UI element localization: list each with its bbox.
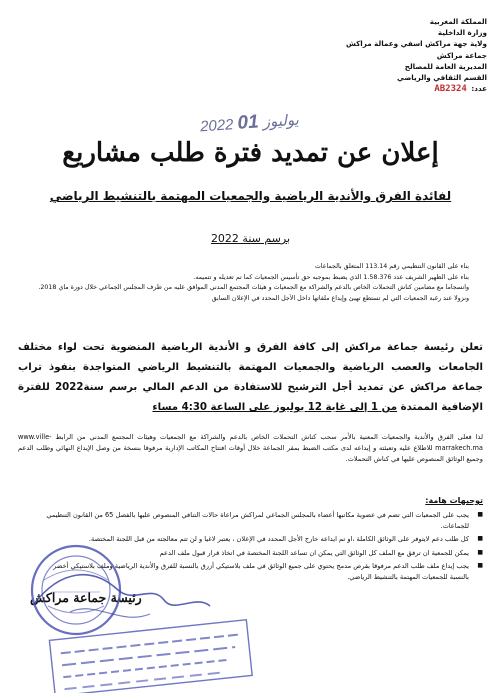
note-item: ■ يمكن للجمعية ان ترفق مع الملف كل الوثائق التي يمكن ان تساعد اللجنة المختصة في اتخاذ قرار قبول ملف الدعم	[34, 548, 483, 559]
date-stamp-year: 2022	[199, 116, 235, 136]
reference-number-line	[277, 83, 487, 95]
note-item: ■ يجب إيداع ملف طلب الدعم مرفوقا بقرص مدمج يحتوي على جميع الوثائق في ملف بلاستيكي أزرق بالنسبة للفرق والأندية الرياضية وملف بلاستيكي أخضر بالنسبة للجمعيات المهتمة بالتنشيط الرياضي.	[34, 561, 483, 582]
announcement-subtitle: لفائدة الفرق والأندية الرياضية والجمعيات المهتمة بالتنشيط الرياضي	[49, 189, 452, 203]
letterhead-line-commune: جماعة مراكش	[436, 50, 487, 60]
website-link[interactable]: www.ville-marrakech.ma	[18, 433, 483, 452]
letterhead-line-division: القسم الثقافي والرياضي	[397, 73, 487, 83]
main-announcement-paragraph	[18, 338, 483, 418]
instructions-text-before: لذا فعلى الفرق والأندية والجمعيات المعنية بالأمر سحب كناش التحملات الخاص بالدعم والشراكة مع الجمعيات وهيئات المجتمع المدني من الرابط	[55, 433, 483, 441]
round-seal-stamp	[32, 546, 120, 634]
reference-item: بناء على القانون التنظيمي رقم 113.14 المتعلق بالجماعات	[314, 263, 469, 270]
official-stamps	[0, 540, 501, 693]
reference-item: ونزولا عند رغبة الجمعيات التي لم تستطع تهيئ وإيداع ملفاتها داخل الأجل المحدد في الإعلان السابق	[211, 294, 469, 302]
letterhead-line-directorate: المديرية العامة للمصالح	[404, 61, 487, 71]
letterhead-line-wilaya: ولاية جهة مراكش اسفي وعمالة مراكش	[345, 39, 487, 49]
letterhead	[277, 16, 487, 95]
letterhead-line-ministry: وزارة الداخلية	[437, 28, 487, 38]
reference-item: بناء على الظهير الشريف عدد 1.58.376 الذي يضبط بموجبه حق تأسيس الجمعيات كما تم تعديله و تتميمه.	[193, 273, 469, 281]
deadline-highlight: من 1 إلى غاية 12 يوليوز على الساعة 4:30 مساء	[152, 402, 398, 413]
instructions-paragraph	[18, 432, 483, 465]
date-stamp	[199, 109, 299, 138]
note-item: ■ كل طلب دعم لايتوفر على الوثائق الكاملة ،او تم ايداعه خارج الأجل المحدد في الإعلان ، يعتبر لاغيا و لن تتم معالجته من قبل اللجنة المختصة.	[34, 534, 483, 545]
date-stamp-month: يوليوز	[262, 111, 300, 132]
notes-heading: توجيهات هامة:	[425, 496, 483, 505]
note-item: ■ يجب على الجمعيات التي تضم في عضوية مكاتبها أعضاء بالمجلس الجماعي لمراكش مراعاة حالات التنافي المنصوص عليها بالفصل 65 من القانون التنظيمي للجماعات.	[34, 510, 483, 531]
reference-label: عدد:	[471, 84, 487, 94]
reference-number: AB2324	[434, 84, 467, 95]
reference-item: وانسجاما مع مضامين كناش التحملات الخاص بالدعم والشراكة مع الجمعيات و هيئات المجتمع المدني الموافق عليه من طرف المجلس الجماعي خلال دورة ماي 2018.	[38, 284, 469, 291]
year-line: برسم سنة 2022	[210, 232, 291, 245]
signature-title: رئيسة جماعة مراكش	[30, 590, 142, 605]
legal-references	[20, 262, 469, 304]
announcement-title: إعلان عن تمديد فترة طلب مشاريع	[62, 138, 439, 168]
letterhead-line-kingdom: المملكة المغربية	[429, 17, 487, 26]
instructions-text-after: للاطلاع عليه وتعبئته و إيداعه لدى مكتب الضبط بمقر الجماعة خلال أوقات افتتاح المكاتب الإدارية مرفوقا بنسخة من وصل الإيداع النهائي وطلب الدعم وجميع الوثائق المنصوص عليها في كناش التحملات.	[18, 444, 483, 463]
main-paragraph-text: تعلن رئيسة جماعة مراكش إلى كافة الفرق و الأندية الرياضية المنضوية تحت لواء مختلف الجامعات والعصب الرياضية والجمعيات المهتمة بالتنشيط الرياضي المتواجدة بنفوذ تراب جماعة مراكش عن تمديد أجل الترشيح للاستفادة من الدعم المالي برسم سنة2022 للفترة الإضافية الممتدة	[18, 342, 483, 413]
delegation-stamp	[49, 620, 252, 693]
date-stamp-day: 01	[236, 111, 260, 134]
